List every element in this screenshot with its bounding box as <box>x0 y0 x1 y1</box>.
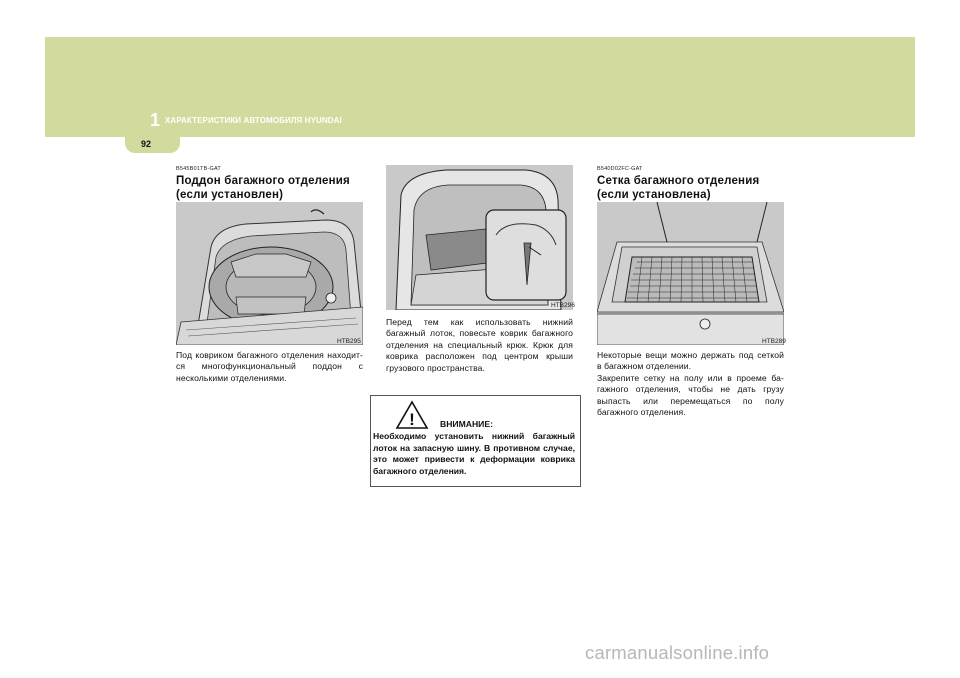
section-title-tray <box>176 174 350 202</box>
warning-symbol: ! <box>409 410 415 429</box>
section-title-net <box>597 174 759 202</box>
body-text-net-1: Некоторые вещи можно держать под сеткой в багажном отделении. <box>597 350 784 372</box>
figure-trunk-tray <box>176 202 363 345</box>
chapter-title: ХАРАКТЕРИСТИКИ АВТОМОБИЛЯ HYUNDAI <box>165 116 342 125</box>
warning-triangle-icon <box>395 400 429 430</box>
body-text-net-2: Закрепите сетку на полу или в проеме ба-гажного отделения, чтобы не дать грузу выпасть или перемещаться по полу багажного отделения. <box>597 373 784 418</box>
luggage-net-illustration <box>597 202 784 345</box>
trunk-tray-illustration <box>176 202 363 345</box>
body-text-tray: Под ковриком багажного отделения находит-ся многофункциональный поддон с несколькими отделениями. <box>176 350 363 383</box>
page-number: 92 <box>141 139 152 149</box>
page-number-tab <box>125 137 180 153</box>
figure-code: HTB296 <box>551 302 575 309</box>
section-title-line: (если установлена) <box>597 189 711 201</box>
figure-cargo-hook <box>386 165 573 310</box>
body-text-hook: Перед тем как использовать нижний багажный лоток, повесьте коврик багажного отделения на специальный крюк. Крюк для коврика расположен под центром крыши грузового пространства. <box>386 317 573 373</box>
section-title-line: Поддон багажного отделения <box>176 175 350 187</box>
warning-text: Необходимо установить нижний багажный лоток на запасную шину. В противном случае, это может привести к деформации коврика багажного отделения. <box>373 431 575 476</box>
figure-luggage-net <box>597 202 784 345</box>
chapter-number: 1 <box>150 110 161 130</box>
section-title-line: (если установлен) <box>176 189 284 201</box>
section-code-net: B540D02FC-GAT <box>597 166 643 172</box>
watermark-link[interactable]: carmanualsonline.info <box>585 642 770 663</box>
warning-title: ВНИМАНИЕ: <box>440 419 493 429</box>
section-code-tray: B545B01TB-GAT <box>176 166 221 172</box>
section-title-line: Сетка багажного отделения <box>597 175 760 187</box>
figure-code: HTB289 <box>762 338 786 345</box>
cargo-hook-illustration <box>386 165 573 310</box>
figure-code: HTB295 <box>337 338 361 345</box>
